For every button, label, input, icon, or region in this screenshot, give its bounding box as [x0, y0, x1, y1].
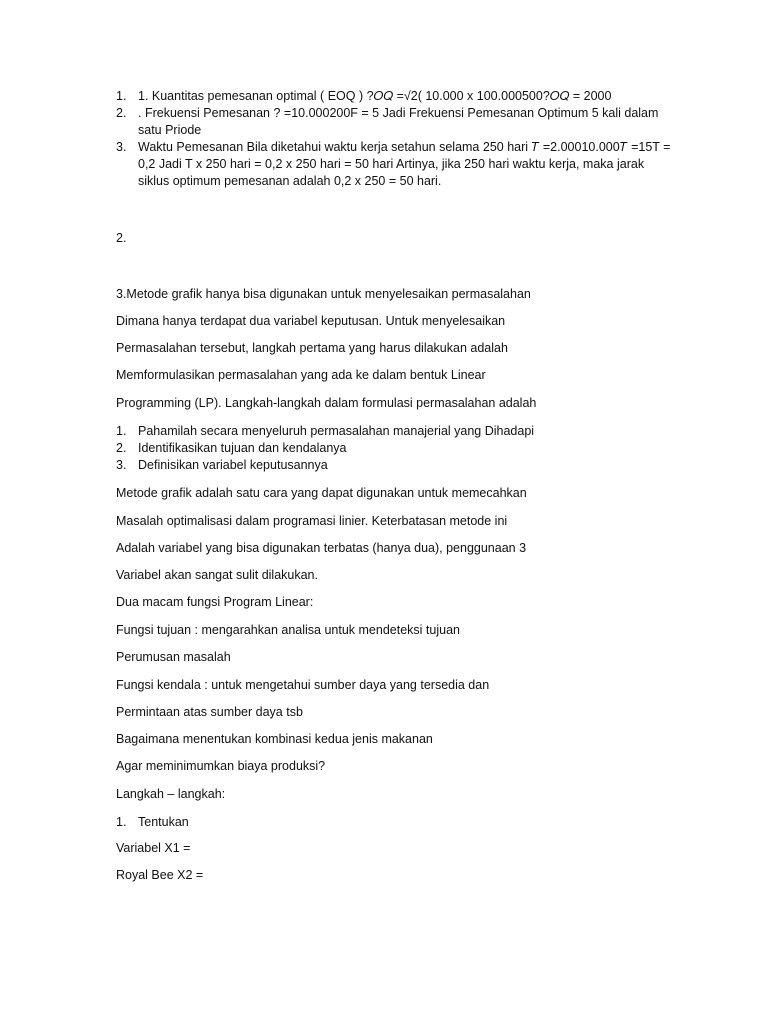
list-item: [116, 88, 676, 105]
list-item: [116, 139, 676, 190]
paragraph-line: Dua macam fungsi Program Linear:: [116, 595, 314, 609]
list-text: Pahamilah secara menyeluruh permasalahan manajerial yang Dihadapi: [138, 424, 535, 438]
list-text: . Frekuensi Pemesanan ? =10.000200F = 5 Jadi Frekuensi Pemesanan Optimum 5 kali dalam satu Priode: [138, 106, 659, 137]
paragraph-line: Masalah optimalisasi dalam programasi linier. Keterbatasan metode ini: [116, 514, 508, 528]
paragraph-line: Bagaimana menentukan kombinasi kedua jenis makanan: [116, 732, 433, 746]
list-item: [116, 105, 676, 139]
numbered-list-eoq: [116, 88, 676, 190]
paragraph-line: Programming (LP). Langkah-langkah dalam formulasi permasalahan adalah: [116, 396, 537, 410]
list-item: [116, 814, 676, 831]
paragraph-line: Agar meminimumkan biaya produksi?: [116, 759, 326, 773]
paragraph-line: Fungsi tujuan : mengarahkan analisa untuk mendeteksi tujuan: [116, 623, 460, 637]
paragraph-line: Dimana hanya terdapat dua variabel keputusan. Untuk menyelesaikan: [116, 314, 506, 328]
paragraph-line: Fungsi kendala : untuk mengetahui sumber daya yang tersedia dan: [116, 678, 490, 692]
list-number: 1.: [116, 815, 127, 829]
list-text: Identifikasikan tujuan dan kendalanya: [138, 441, 347, 455]
list-number: 3.: [116, 140, 127, 154]
list-number: 2.: [116, 441, 127, 455]
numbered-list-determine: [116, 814, 676, 831]
list-text: Definisikan variabel keputusannya: [138, 458, 328, 472]
list-text: 1. Kuantitas pemesanan optimal ( EOQ ) ?𝑂𝑄 =√2( 10.000 x 100.000500?𝑂𝑄 = 2000: [138, 89, 612, 103]
list-number: 1.: [116, 424, 127, 438]
list-number: 1.: [116, 89, 127, 103]
paragraph-line: Permintaan atas sumber daya tsb: [116, 705, 303, 719]
list-number: 3.: [116, 458, 127, 472]
paragraph-line: Langkah – langkah:: [116, 787, 226, 801]
paragraph-line: Memformulasikan permasalahan yang ada ke dalam bentuk Linear: [116, 368, 486, 382]
list-text: Tentukan: [138, 815, 189, 829]
list-item: [116, 440, 676, 457]
paragraph-line: Variabel akan sangat sulit dilakukan.: [116, 568, 318, 582]
paragraph-line: Perumusan masalah: [116, 650, 231, 664]
paragraph-line: 3.Metode grafik hanya bisa digunakan untuk menyelesaikan permasalahan: [116, 287, 531, 301]
paragraph-line: Adalah variabel yang bisa digunakan terbatas (hanya dua), penggunaan 3: [116, 541, 527, 555]
numbered-list-steps: [116, 423, 676, 474]
list-item: [116, 457, 676, 474]
paragraph-line: Metode grafik adalah satu cara yang dapat digunakan untuk memecahkan: [116, 486, 527, 500]
list-text: Waktu Pemesanan Bila diketahui waktu kerja setahun selama 250 hari 𝑇 =2.00010.000𝑇 =15T = 0,2 Jadi T x 250 hari = 0,2 x 250 hari = 50 hari Artinya, jika 250 hari waktu kerja, maka jarak siklus optimum pemesanan adalah 0,2 x 250 = 50 hari.: [138, 140, 671, 188]
list-item: [116, 423, 676, 440]
paragraph-line: Variabel X1 =: [116, 841, 191, 855]
paragraph-line: Permasalahan tersebut, langkah pertama yang harus dilakukan adalah: [116, 341, 508, 355]
section-number: 2.: [116, 231, 127, 245]
paragraph-line: Royal Bee X2 =: [116, 868, 204, 882]
list-number: 2.: [116, 106, 127, 120]
